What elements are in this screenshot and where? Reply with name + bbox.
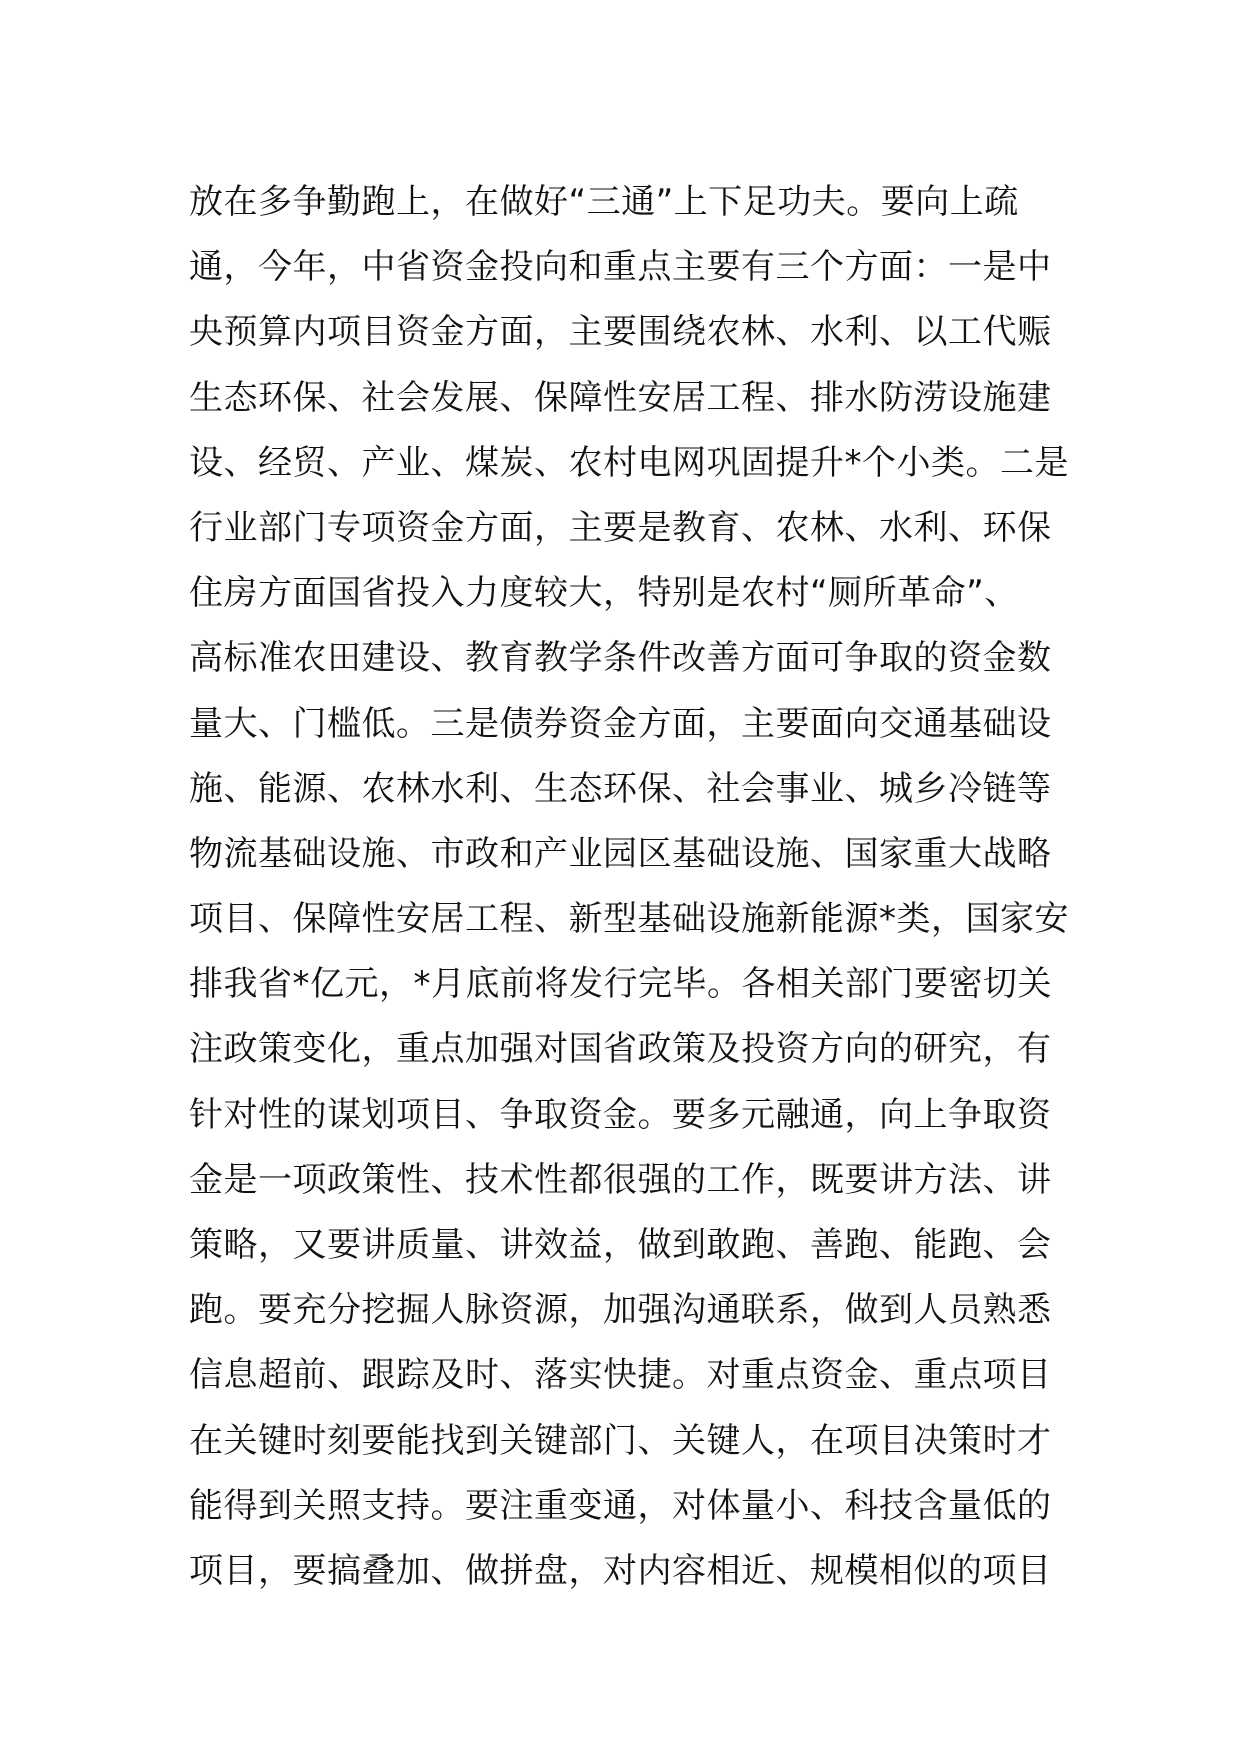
paragraph-line: 设、经贸、产业、煤炭、农村电网巩固提升*个小类。二是 [189,442,1069,483]
paragraph-line: 策略，又要讲质量、讲效益，做到敢跑、善跑、能跑、会 [189,1225,1052,1265]
paragraph-line: 在关键时刻要能找到关键部门、关键人，在项目决策时才 [189,1420,1052,1461]
paragraph-line: 高标准农田建设、教育教学条件改善方面可争取的资金数 [189,638,1052,679]
paragraph-line: 施、能源、农林水利、生态环保、社会事业、城乡冷链等 [189,768,1052,809]
paragraph-line: 针对性的谋划项目、争取资金。要多元融通，向上争取资 [189,1094,1052,1135]
paragraph-line: 排我省*亿元，*月底前将发行完毕。各相关部门要密切关 [189,964,1052,1005]
paragraph-line: 注政策变化，重点加强对国省政策及投资方向的研究，有 [189,1029,1052,1070]
paragraph-line: 物流基础设施、市政和产业园区基础设施、国家重大战略 [189,833,1052,874]
paragraph-line: 放在多争勤跑上，在做好“三通”上下足功夫。要向上疏 [189,182,1019,222]
paragraph-line: 金是一项政策性、技术性都很强的工作，既要讲方法、讲 [189,1159,1052,1200]
paragraph-line: 生态环保、社会发展、保障性安居工程、排水防涝设施建 [189,377,1052,418]
paragraph-line: 跑。要充分挖掘人脉资源，加强沟通联系，做到人员熟悉 [189,1290,1052,1331]
paragraph-line: 项目、保障性安居工程、新型基础设施新能源*类，国家安 [189,899,1069,940]
paragraph-line: 住房方面国省投入力度较大，特别是农村“厕所革命”、 [189,573,1019,614]
paragraph-line: 能得到关照支持。要注重变通，对体量小、科技含量低的 [189,1485,1052,1526]
paragraph-line: 量大、门槛低。三是债券资金方面，主要面向交通基础设 [189,703,1052,744]
paragraph-line: 项目，要搞叠加、做拼盘，对内容相近、规模相似的项目 [189,1550,1052,1591]
paragraph-line: 通，今年，中省资金投向和重点主要有三个方面：一是中 [189,247,1052,288]
body-paragraph [189,170,1069,1604]
paragraph-line: 央预算内项目资金方面，主要围绕农林、水利、以工代赈 [189,312,1052,353]
paragraph-line: 信息超前、跟踪及时、落实快捷。对重点资金、重点项目 [189,1355,1052,1396]
paragraph-line: 行业部门专项资金方面，主要是教育、农林、水利、环保 [189,507,1052,548]
